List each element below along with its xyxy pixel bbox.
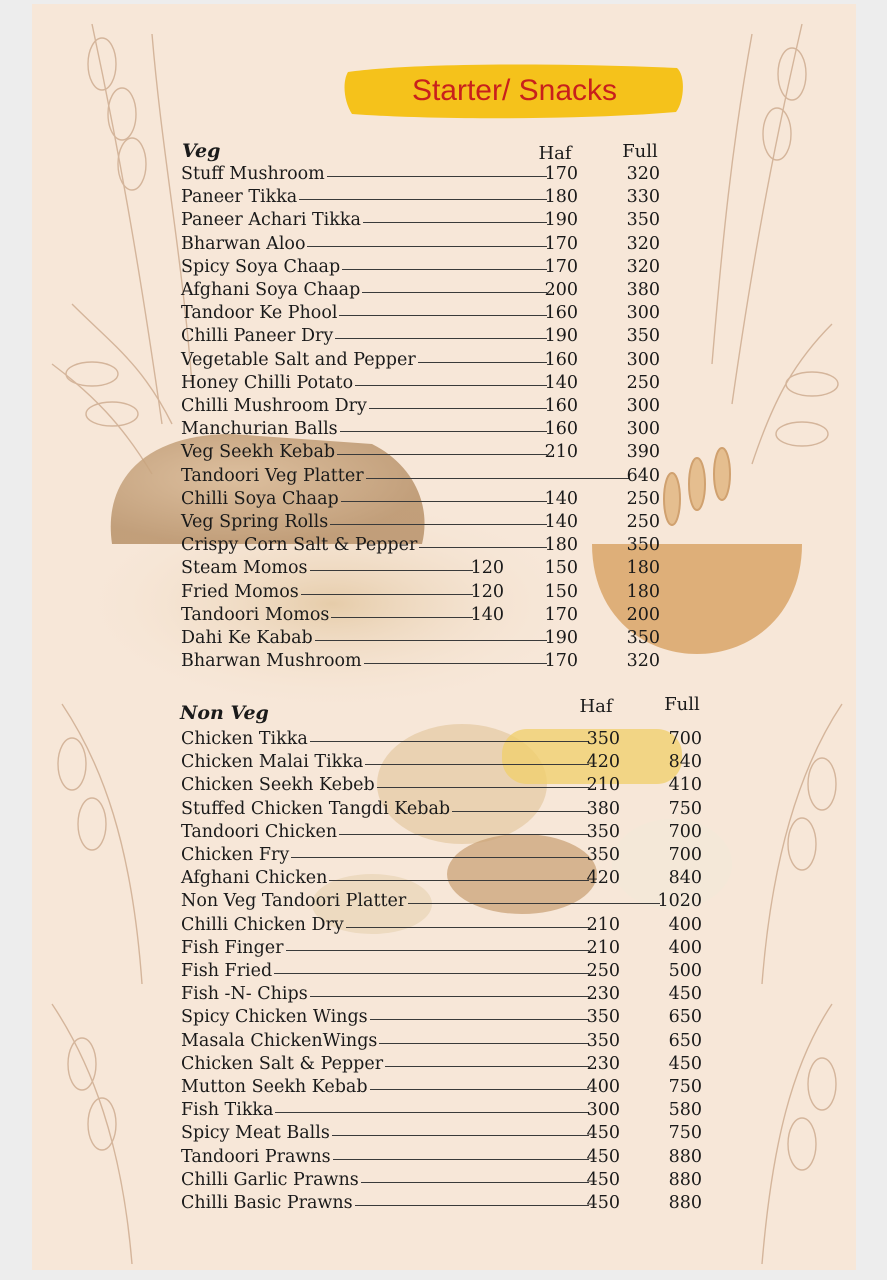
menu-item-full-price: 300 [626, 396, 660, 416]
menu-item-half-price: 190 [544, 326, 578, 347]
menu-item-row [181, 280, 701, 303]
menu-item-name: Masala ChickenWings [181, 1030, 378, 1051]
menu-item-full-price: 300 [626, 303, 660, 324]
menu-item-row [181, 489, 701, 512]
menu-item-half-price: 170 [544, 604, 578, 625]
menu-item-full-price: 180 [626, 558, 660, 579]
dotted-leader-line [379, 1043, 589, 1044]
menu-item-name: Paneer Achari Tikka [181, 210, 361, 231]
menu-item-extra-price: 120 [470, 581, 504, 602]
menu-item-half-price: 170 [544, 164, 578, 184]
dotted-leader-line [330, 524, 547, 525]
menu-item-name: Honey Chilli Potato [181, 372, 354, 393]
menu-item-name: Veg Seekh Kebab [181, 442, 336, 463]
menu-item-half-price: 450 [586, 1193, 620, 1213]
menu-item-row [181, 558, 701, 581]
dotted-leader-line [342, 269, 547, 270]
menu-item-name: Chicken Malai Tikka [181, 752, 364, 773]
nonveg-full-header: Full [664, 694, 700, 715]
menu-item-full-price: 750 [668, 1077, 702, 1097]
menu-item-name: Veg Spring Rolls [181, 512, 329, 532]
menu-item-name: Dahi Ke Kabab [181, 628, 313, 648]
menu-item-full-price: 320 [626, 164, 660, 184]
menu-item-row [181, 419, 701, 442]
menu-item-full-price: 640 [626, 465, 660, 486]
menu-item-full-price: 410 [668, 775, 702, 796]
menu-item-name: Spicy Chicken Wings [181, 1007, 368, 1028]
menu-item-half-price: 350 [586, 1030, 620, 1051]
dotted-leader-line [408, 903, 660, 904]
menu-item-half-price: 450 [586, 1169, 620, 1190]
menu-item-name: Chilli Garlic Prawns [181, 1169, 359, 1190]
menu-item-name: Crispy Corn Salt & Pepper [181, 535, 418, 556]
menu-item-row [181, 1170, 701, 1193]
menu-item-name: Mutton Seekh Kebab [181, 1077, 368, 1097]
menu-item-half-price: 350 [586, 1007, 620, 1028]
menu-item-name: Chilli Mushroom Dry [181, 396, 367, 416]
menu-item-half-price: 350 [586, 821, 620, 842]
menu-item-full-price: 350 [626, 535, 660, 556]
dotted-leader-line [370, 1019, 589, 1020]
dotted-leader-line [291, 857, 589, 858]
menu-item-name: Chicken Salt & Pepper [181, 1053, 384, 1074]
menu-item-row [181, 1054, 701, 1077]
dotted-leader-line [370, 1089, 589, 1090]
menu-item-full-price: 390 [626, 442, 660, 463]
menu-item-row [181, 1007, 701, 1030]
menu-item-full-price: 400 [668, 937, 702, 958]
menu-item-half-price: 170 [544, 233, 578, 254]
menu-item-half-price: 160 [544, 419, 578, 440]
dotted-leader-line [377, 787, 589, 788]
menu-item-row [181, 961, 701, 984]
menu-item-row [181, 891, 701, 914]
menu-item-row [181, 257, 701, 280]
menu-item-name: Chilli Basic Prawns [181, 1193, 353, 1213]
dotted-leader-line [452, 811, 589, 812]
veg-full-header: Full [622, 141, 658, 162]
menu-item-half-price: 210 [586, 914, 620, 935]
menu-item-row [181, 984, 701, 1007]
menu-item-full-price: 200 [626, 604, 660, 625]
menu-item-row [181, 651, 701, 674]
menu-content [32, 4, 856, 1270]
menu-item-name: Chicken Tikka [181, 729, 308, 749]
menu-item-full-price: 180 [626, 581, 660, 602]
menu-item-half-price: 350 [586, 845, 620, 865]
menu-item-row [181, 512, 701, 535]
menu-item-name: Tandoori Chicken [181, 821, 338, 842]
menu-item-row [181, 729, 701, 752]
menu-item-name: Chicken Seekh Kebeb [181, 775, 375, 796]
menu-item-full-price: 320 [626, 651, 660, 672]
menu-item-full-price: 700 [668, 729, 702, 749]
menu-item-full-price: 700 [668, 821, 702, 842]
menu-item-half-price: 450 [586, 1146, 620, 1167]
dotted-leader-line [331, 617, 473, 618]
menu-item-full-price: 350 [626, 326, 660, 347]
menu-item-name: Bharwan Aloo [181, 233, 306, 254]
menu-item-row [181, 1193, 701, 1216]
menu-item-row [181, 234, 701, 257]
menu-item-name: Non Veg Tandoori Platter [181, 891, 407, 912]
dotted-leader-line [310, 741, 589, 742]
menu-item-half-price: 140 [544, 488, 578, 509]
menu-item-half-price: 190 [544, 628, 578, 648]
menu-item-row [181, 164, 701, 187]
menu-item-row [181, 350, 701, 373]
menu-item-name: Fish -N- Chips [181, 984, 308, 1005]
menu-item-row [181, 187, 701, 210]
menu-item-row [181, 1147, 701, 1170]
menu-item-full-price: 300 [626, 349, 660, 370]
menu-item-half-price: 420 [586, 868, 620, 889]
menu-item-row [181, 582, 701, 605]
menu-item-name: Tandoor Ke Phool [181, 303, 338, 324]
dotted-leader-line [341, 501, 547, 502]
menu-item-row [181, 822, 701, 845]
menu-item-full-price: 580 [668, 1100, 702, 1121]
veg-half-header: Haf [538, 143, 572, 164]
menu-item-full-price: 880 [668, 1146, 702, 1167]
menu-item-name: Afghani Soya Chaap [181, 280, 361, 300]
dotted-leader-line [310, 996, 589, 997]
dotted-leader-line [363, 222, 547, 223]
menu-item-row [181, 442, 701, 465]
menu-item-name: Chilli Soya Chaap [181, 488, 339, 509]
dotted-leader-line [364, 663, 547, 664]
menu-item-name: Stuff Mushroom [181, 164, 325, 184]
menu-item-full-price: 400 [668, 914, 702, 935]
menu-item-extra-price: 140 [470, 604, 504, 625]
dotted-leader-line [419, 547, 547, 548]
dotted-leader-line [327, 176, 547, 177]
menu-item-row [181, 752, 701, 775]
menu-item-full-price: 500 [668, 961, 702, 981]
dotted-leader-line [346, 927, 589, 928]
dotted-leader-line [275, 1112, 589, 1113]
menu-item-name: Paneer Tikka [181, 187, 298, 208]
menu-item-row [181, 628, 701, 651]
dotted-leader-line [340, 431, 547, 432]
menu-item-half-price: 420 [586, 752, 620, 773]
dotted-leader-line [418, 362, 547, 363]
dotted-leader-line [301, 594, 473, 595]
dotted-leader-line [337, 454, 547, 455]
menu-item-full-price: 650 [668, 1030, 702, 1051]
menu-item-row [181, 1123, 701, 1146]
menu-item-name: Manchurian Balls [181, 419, 338, 440]
menu-item-full-price: 300 [626, 419, 660, 440]
menu-item-name: Tandoori Momos [181, 604, 330, 625]
dotted-leader-line [339, 834, 589, 835]
page-title: Starter/ Snacks [411, 74, 618, 107]
menu-item-row [181, 396, 701, 419]
menu-item-half-price: 300 [586, 1100, 620, 1121]
menu-item-full-price: 750 [668, 798, 702, 819]
menu-item-half-price: 140 [544, 372, 578, 393]
menu-item-name: Spicy Soya Chaap [181, 256, 341, 277]
menu-item-name: Chicken Fry [181, 845, 290, 865]
menu-item-full-price: 320 [626, 233, 660, 254]
menu-item-row [181, 605, 701, 628]
menu-item-row [181, 210, 701, 233]
menu-item-full-price: 250 [626, 372, 660, 393]
dotted-leader-line [299, 199, 547, 200]
menu-page [32, 4, 856, 1270]
menu-item-half-price: 190 [544, 210, 578, 231]
menu-item-half-price: 170 [544, 651, 578, 672]
menu-item-full-price: 700 [668, 845, 702, 865]
menu-item-full-price: 840 [668, 752, 702, 773]
menu-item-half-price: 250 [586, 961, 620, 981]
dotted-leader-line [335, 338, 547, 339]
dotted-leader-line [329, 880, 589, 881]
menu-item-row [181, 799, 701, 822]
menu-item-row [181, 466, 701, 489]
menu-item-row [181, 303, 701, 326]
menu-item-full-price: 880 [668, 1193, 702, 1213]
menu-item-extra-price: 120 [470, 558, 504, 579]
menu-item-full-price: 350 [626, 210, 660, 231]
dotted-leader-line [355, 385, 547, 386]
dotted-leader-line [361, 1182, 589, 1183]
dotted-leader-line [365, 764, 589, 765]
dotted-leader-line [355, 1205, 589, 1206]
menu-item-row [181, 915, 701, 938]
menu-item-half-price: 160 [544, 396, 578, 416]
menu-item-full-price: 250 [626, 488, 660, 509]
menu-item-row [181, 938, 701, 961]
menu-item-row [181, 775, 701, 798]
nonveg-heading: Non Veg [180, 702, 269, 724]
menu-item-full-price: 320 [626, 256, 660, 277]
menu-item-half-price: 350 [586, 729, 620, 749]
dotted-leader-line [315, 640, 547, 641]
menu-item-full-price: 330 [626, 187, 660, 208]
menu-item-name: Afghani Chicken [181, 868, 328, 889]
menu-item-full-price: 750 [668, 1123, 702, 1144]
dotted-leader-line [339, 315, 547, 316]
menu-item-name: Chilli Paneer Dry [181, 326, 334, 347]
menu-item-full-price: 650 [668, 1007, 702, 1028]
menu-item-name: Stuffed Chicken Tangdi Kebab [181, 798, 451, 819]
menu-item-name: Tandoori Veg Platter [181, 465, 364, 486]
menu-item-half-price: 160 [544, 303, 578, 324]
menu-item-full-price: 380 [626, 280, 660, 300]
dotted-leader-line [385, 1066, 589, 1067]
menu-item-half-price: 150 [544, 581, 578, 602]
nonveg-half-header: Haf [579, 696, 613, 717]
menu-item-full-price: 250 [626, 512, 660, 532]
menu-item-half-price: 230 [586, 984, 620, 1005]
menu-item-row [181, 326, 701, 349]
menu-item-name: Bharwan Mushroom [181, 651, 362, 672]
dotted-leader-line [307, 246, 547, 247]
dotted-leader-line [310, 570, 473, 571]
dotted-leader-line [362, 292, 547, 293]
menu-item-row [181, 868, 701, 891]
dotted-leader-line [274, 973, 589, 974]
dotted-leader-line [332, 1135, 589, 1136]
menu-item-name: Spicy Meat Balls [181, 1123, 330, 1144]
menu-item-name: Fried Momos [181, 581, 299, 602]
menu-item-full-price: 450 [668, 984, 702, 1005]
menu-item-name: Fish Tikka [181, 1100, 274, 1121]
menu-item-half-price: 150 [544, 558, 578, 579]
menu-item-half-price: 180 [544, 535, 578, 556]
menu-item-full-price: 350 [626, 628, 660, 648]
menu-item-row [181, 373, 701, 396]
menu-item-name: Fish Finger [181, 937, 284, 958]
menu-item-half-price: 400 [586, 1077, 620, 1097]
menu-item-half-price: 210 [586, 937, 620, 958]
menu-item-full-price: 450 [668, 1053, 702, 1074]
dotted-leader-line [366, 478, 629, 479]
dotted-leader-line [333, 1159, 589, 1160]
menu-item-row [181, 1031, 701, 1054]
menu-item-row [181, 845, 701, 868]
menu-item-name: Fish Fried [181, 961, 273, 981]
menu-item-full-price: 1020 [657, 891, 702, 912]
menu-item-half-price: 380 [586, 798, 620, 819]
menu-item-half-price: 160 [544, 349, 578, 370]
menu-item-half-price: 450 [586, 1123, 620, 1144]
menu-item-half-price: 180 [544, 187, 578, 208]
dotted-leader-line [286, 950, 589, 951]
menu-item-half-price: 140 [544, 512, 578, 532]
dotted-leader-line [369, 408, 547, 409]
menu-item-full-price: 880 [668, 1169, 702, 1190]
menu-item-half-price: 230 [586, 1053, 620, 1074]
menu-item-row [181, 535, 701, 558]
menu-item-name: Tandoori Prawns [181, 1146, 331, 1167]
menu-item-name: Chilli Chicken Dry [181, 914, 344, 935]
menu-item-full-price: 840 [668, 868, 702, 889]
menu-item-name: Steam Momos [181, 558, 308, 579]
menu-item-half-price: 170 [544, 256, 578, 277]
menu-item-name: Vegetable Salt and Pepper [181, 349, 416, 370]
veg-heading: Veg [182, 140, 221, 162]
menu-item-half-price: 200 [544, 280, 578, 300]
menu-item-half-price: 210 [586, 775, 620, 796]
menu-item-half-price: 210 [544, 442, 578, 463]
menu-item-row [181, 1100, 701, 1123]
menu-item-row [181, 1077, 701, 1100]
